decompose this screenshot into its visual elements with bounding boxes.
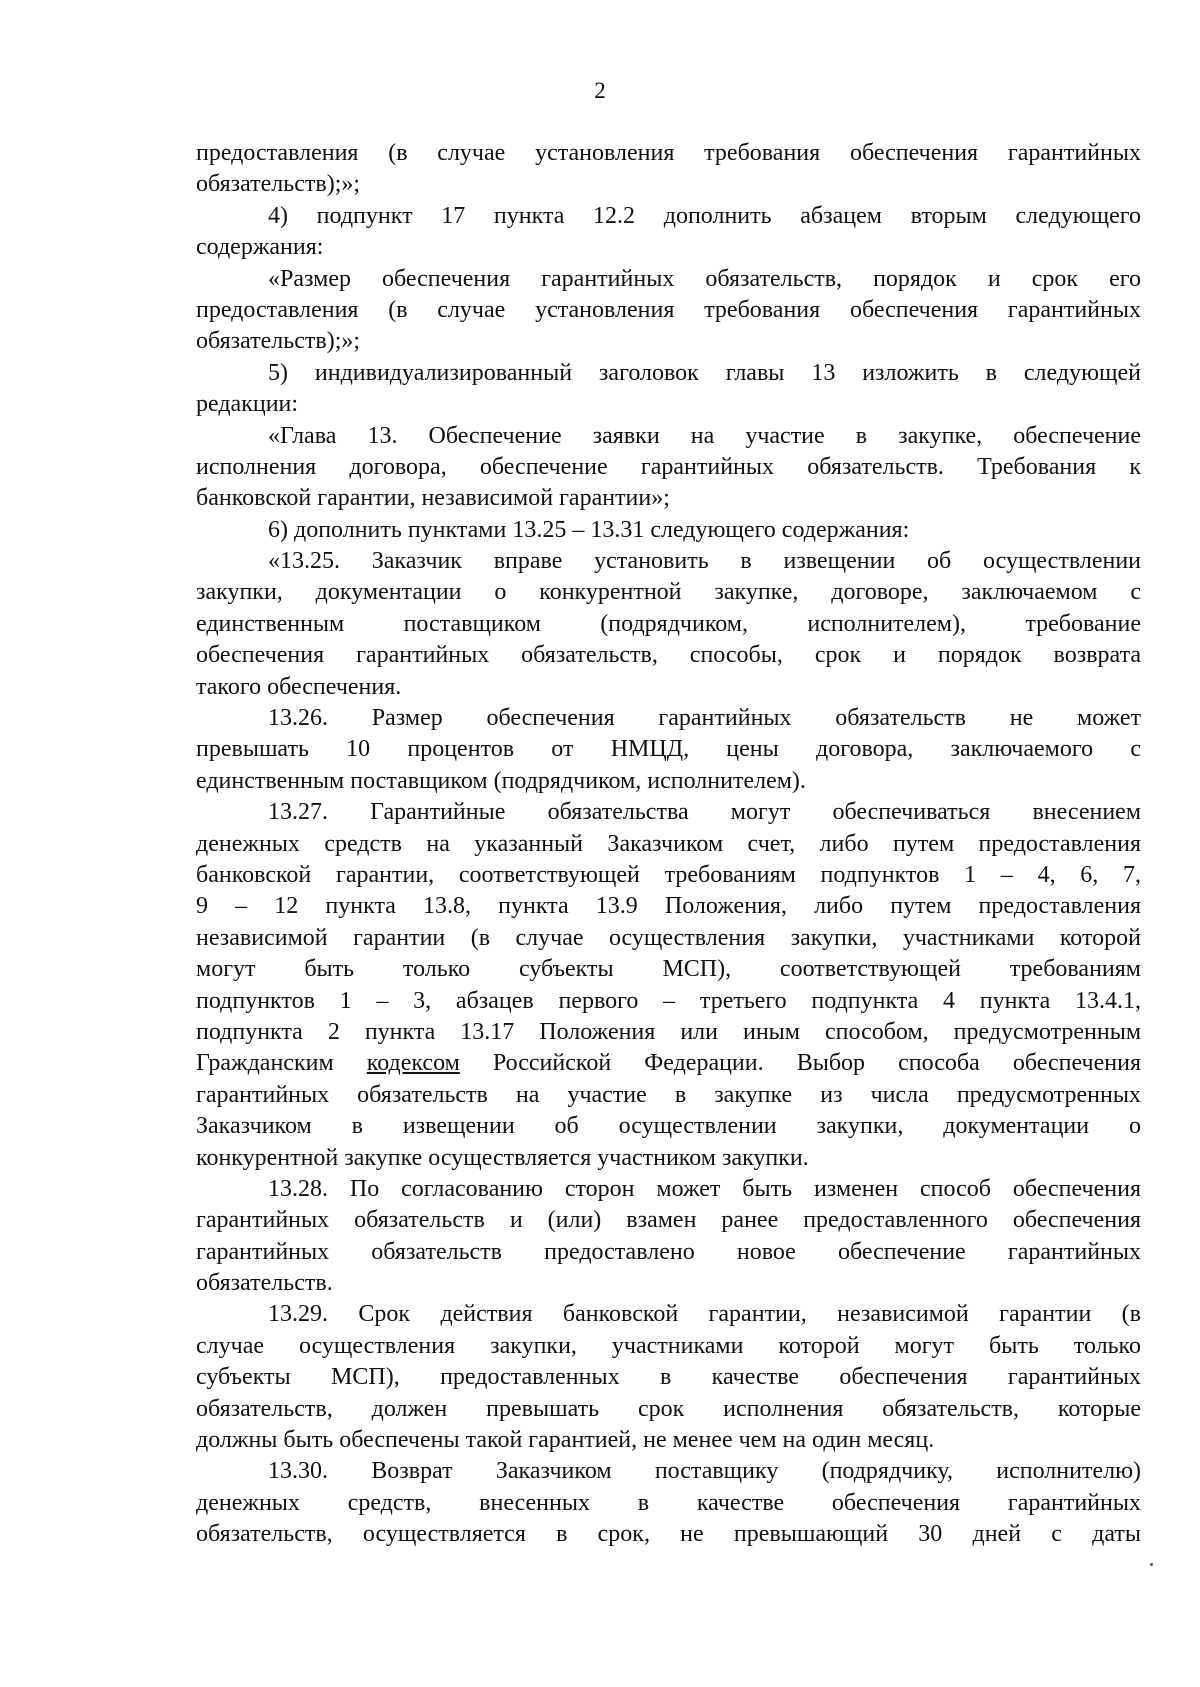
paragraph: [196, 703, 1141, 797]
text-line: 13.29. Срок действия банковской гарантии, независимой гарантии (в: [268, 1301, 1141, 1328]
text-line: должны быть обеспечены такой гарантией, не менее чем на один месяц.: [196, 1427, 935, 1454]
paragraph: [196, 264, 1141, 358]
paragraph: [196, 546, 1141, 703]
text-line: денежных средств на указанный Заказчиком счет, либо путем предоставления: [196, 830, 1141, 857]
text-line: такого обеспечения.: [196, 673, 402, 700]
text-line: 6) дополнить пунктами 13.25 – 13.31 следующего содержания:: [268, 516, 910, 543]
paragraph: [196, 515, 1141, 546]
text-line: единственным поставщиком (подрядчиком, исполнителем).: [196, 767, 806, 794]
text-line: 13.27. Гарантийные обязательства могут обеспечиваться внесением: [268, 799, 1141, 826]
text-line: закупки, документации о конкурентной закупке, договоре, заключаемом с: [196, 579, 1141, 606]
text-line: «Глава 13. Обеспечение заявки на участие в закупке, обеспечение: [268, 422, 1141, 449]
text-line: обязательств);»;: [196, 328, 361, 355]
text-line: обязательств, должен превышать срок исполнения обязательств, которые: [196, 1395, 1141, 1422]
text-line: предоставления (в случае установления требования обеспечения гарантийных: [196, 140, 1141, 166]
text-line: «Размер обеспечения гарантийных обязательств, порядок и срок его: [268, 265, 1141, 292]
text-line: 13.26. Размер обеспечения гарантийных обязательств не может: [268, 705, 1141, 732]
text-line: конкурентной закупке осуществляется участником закупки.: [196, 1144, 809, 1171]
text-line: банковской гарантии, соответствующей требованиям подпунктов 1 – 4, 6, 7,: [196, 861, 1141, 888]
text-line: гарантийных обязательств и (или) взамен ранее предоставленного обеспечения: [196, 1207, 1141, 1234]
page-number: 2: [594, 78, 606, 103]
text-line: случае осуществления закупки, участниками которой могут быть только: [196, 1332, 1141, 1359]
hyperlink-code-reference: кодексом: [366, 1050, 460, 1077]
paragraph: [196, 1174, 1141, 1300]
text-line: обязательств.: [196, 1270, 333, 1297]
paragraph: [196, 358, 1141, 421]
text-line: подпунктов 1 – 3, абзацев первого – третьего подпункта 4 пункта 13.4.1,: [196, 987, 1141, 1014]
text-line: 4) подпункт 17 пункта 12.2 дополнить абзацем вторым следующего: [268, 202, 1141, 229]
text-line: подпункта 2 пункта 13.17 Положения или иным способом, предусмотренным: [196, 1018, 1141, 1045]
text-line: 13.28. По согласованию сторон может быть изменен способ обеспечения: [268, 1175, 1141, 1202]
paragraph: [196, 138, 1141, 201]
text-line: 13.30. Возврат Заказчиком поставщику (подрядчику, исполнителю): [268, 1458, 1141, 1485]
scan-speck: [1150, 1563, 1153, 1566]
text-line: банковской гарантии, независимой гарантии»;: [196, 485, 670, 512]
text-line: единственным поставщиком (подрядчиком, исполнителем), требование: [196, 610, 1141, 637]
text-line: превышать 10 процентов от НМЦД, цены договора, заключаемого с: [196, 736, 1141, 763]
text-line: денежных средств, внесенных в качестве обеспечения гарантийных: [196, 1489, 1141, 1516]
text-line: содержания:: [196, 234, 324, 261]
text-line: 9 – 12 пункта 13.8, пункта 13.9 Положения, либо путем предоставления: [196, 893, 1141, 920]
text-line: обязательств, осуществляется в срок, не превышающий 30 дней с даты: [196, 1521, 1141, 1548]
paragraph: [196, 1299, 1141, 1456]
text-line: Гражданским кодексом Российской Федерации. Выбор способа обеспечения: [196, 1050, 1141, 1077]
paragraph: [196, 1456, 1141, 1550]
text-line: 5) индивидуализированный заголовок главы 13 изложить в следующей: [268, 359, 1141, 386]
text-line: предоставления (в случае установления требования обеспечения гарантийных: [196, 296, 1141, 323]
text-line: независимой гарантии (в случае осуществления закупки, участниками которой: [196, 924, 1141, 951]
paragraph: [196, 797, 1141, 1174]
text-line: обеспечения гарантийных обязательств, способы, срок и порядок возврата: [196, 642, 1141, 669]
text-line: субъекты МСП), предоставленных в качестве обеспечения гарантийных: [196, 1364, 1141, 1391]
text-line: редакции:: [196, 391, 299, 418]
text-line: Заказчиком в извещении об осуществлении закупки, документации о: [196, 1113, 1141, 1140]
text-line: гарантийных обязательств предоставлено новое обеспечение гарантийных: [196, 1238, 1141, 1265]
text-line: обязательств);»;: [196, 171, 361, 198]
text-line: могут быть только субъекты МСП), соответствующей требованиям: [196, 956, 1141, 983]
text-line: гарантийных обязательств на участие в закупке из числа предусмотренных: [196, 1081, 1141, 1108]
text-line: «13.25. Заказчик вправе установить в извещении об осуществлении: [268, 548, 1141, 575]
paragraph: [196, 201, 1141, 264]
document-body: [196, 138, 1141, 1551]
text-line: исполнения договора, обеспечение гарантийных обязательств. Требования к: [196, 453, 1141, 480]
paragraph: [196, 421, 1141, 515]
